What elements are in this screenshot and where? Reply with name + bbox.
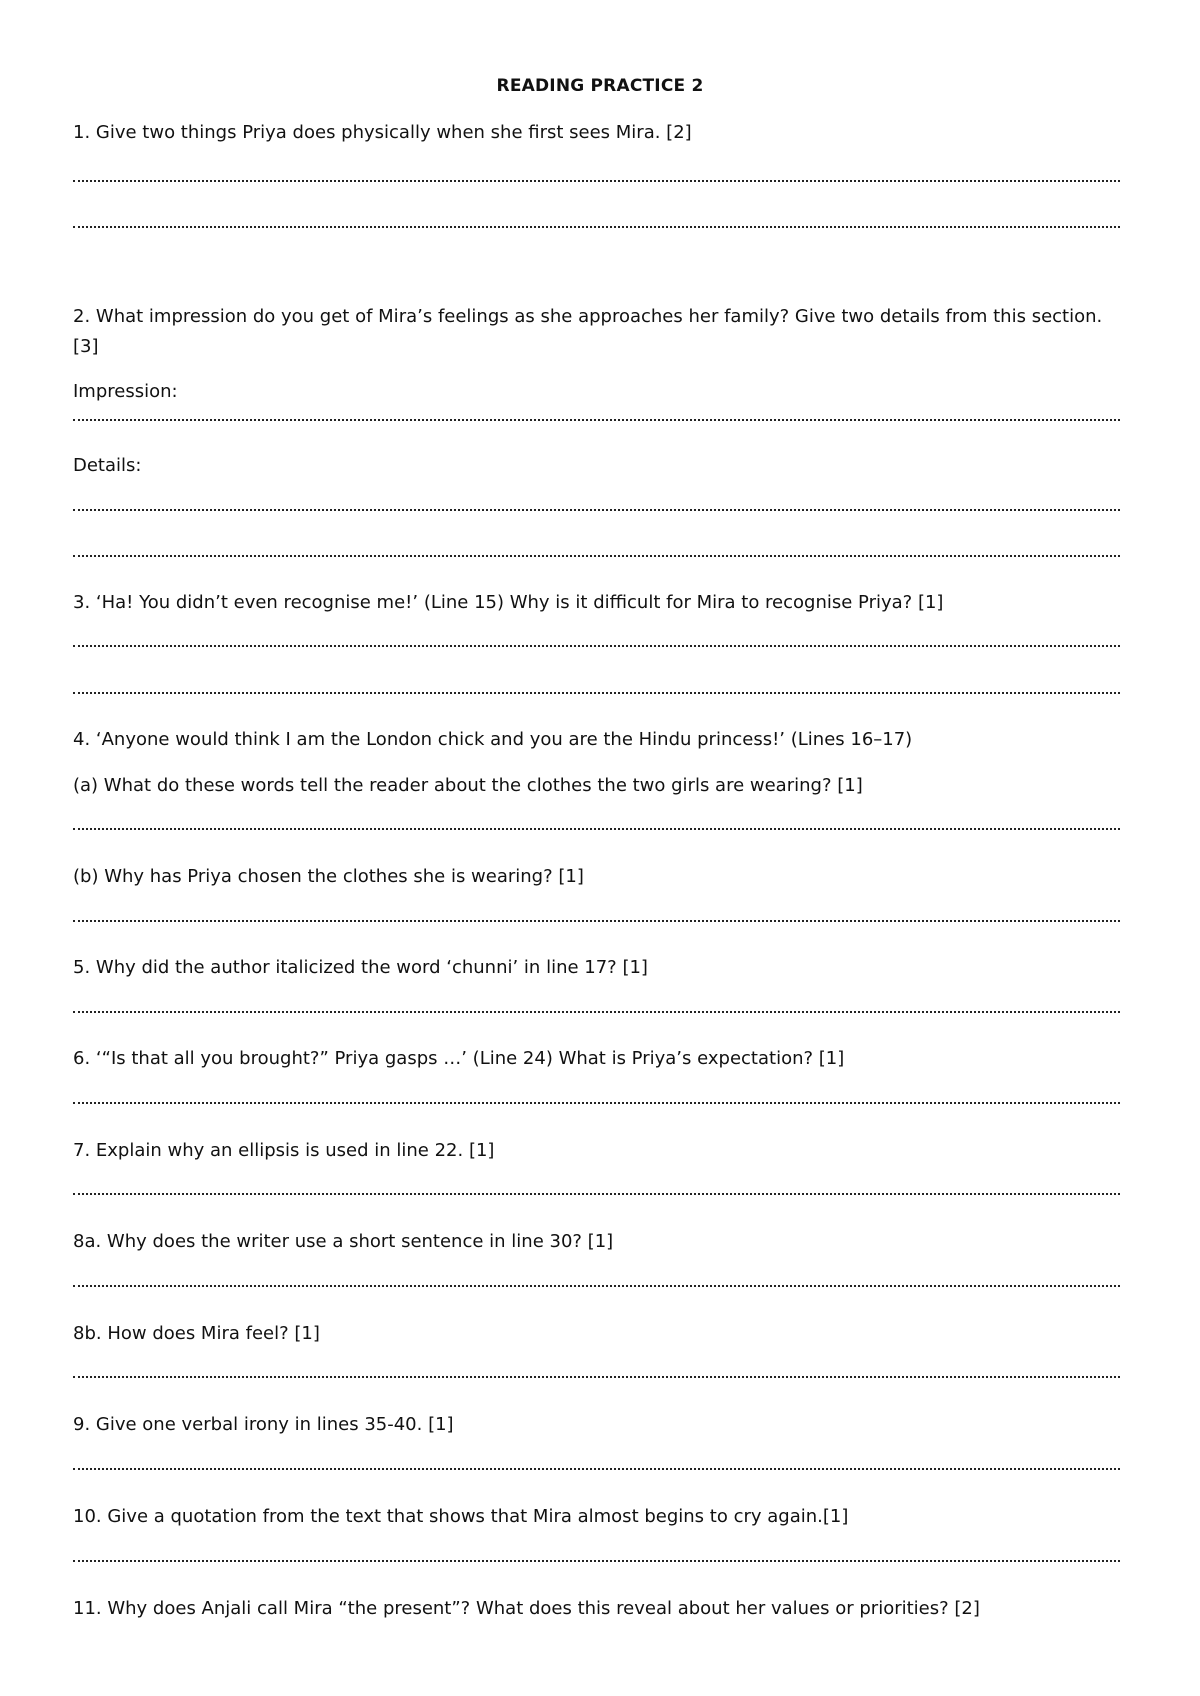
question-8a: 8a. Why does the writer use a short sentence in line 30? [1] xyxy=(73,1231,614,1252)
answer-line xyxy=(73,555,1120,557)
question-4b: (b) Why has Priya chosen the clothes she is wearing? [1] xyxy=(73,866,584,887)
answer-line xyxy=(73,509,1120,511)
answer-line xyxy=(73,419,1120,421)
answer-line xyxy=(73,645,1120,647)
details-label: Details: xyxy=(73,455,142,476)
worksheet-title: READING PRACTICE 2 xyxy=(496,76,704,96)
impression-label: Impression: xyxy=(73,381,178,402)
question-1: 1. Give two things Priya does physically when she first sees Mira. [2] xyxy=(73,122,692,143)
answer-line xyxy=(73,1468,1120,1470)
answer-line xyxy=(73,1102,1120,1104)
answer-line xyxy=(73,1193,1120,1195)
answer-line xyxy=(73,1011,1120,1013)
question-8b: 8b. How does Mira feel? [1] xyxy=(73,1323,320,1344)
answer-line xyxy=(73,828,1120,830)
question-4: 4. ‘Anyone would think I am the London chick and you are the Hindu princess!’ (Lines 16–17) xyxy=(73,729,913,750)
question-2: 2. What impression do you get of Mira’s feelings as she approaches her family? Give two details from this section. [3] xyxy=(73,306,1103,357)
question-3: 3. ‘Ha! You didn’t even recognise me!’ (Line 15) Why is it difficult for Mira to recognise Priya? [1] xyxy=(73,592,944,613)
answer-line xyxy=(73,920,1120,922)
question-6: 6. ‘“Is that all you brought?” Priya gasps …’ (Line 24) What is Priya’s expectation? [1] xyxy=(73,1048,845,1069)
answer-line xyxy=(73,1560,1120,1562)
question-11: 11. Why does Anjali call Mira “the present”? What does this reveal about her values or priorities? [2] xyxy=(73,1598,980,1619)
answer-line xyxy=(73,1285,1120,1287)
question-5: 5. Why did the author italicized the word ‘chunni’ in line 17? [1] xyxy=(73,957,648,978)
question-9: 9. Give one verbal irony in lines 35-40. [1] xyxy=(73,1414,454,1435)
question-7: 7. Explain why an ellipsis is used in line 22. [1] xyxy=(73,1140,495,1161)
answer-line xyxy=(73,180,1120,182)
answer-line xyxy=(73,1376,1120,1378)
question-4a: (a) What do these words tell the reader about the clothes the two girls are wearing? [1] xyxy=(73,775,863,796)
answer-line xyxy=(73,226,1120,228)
question-10: 10. Give a quotation from the text that shows that Mira almost begins to cry again.[1] xyxy=(73,1506,849,1527)
answer-line xyxy=(73,692,1120,694)
